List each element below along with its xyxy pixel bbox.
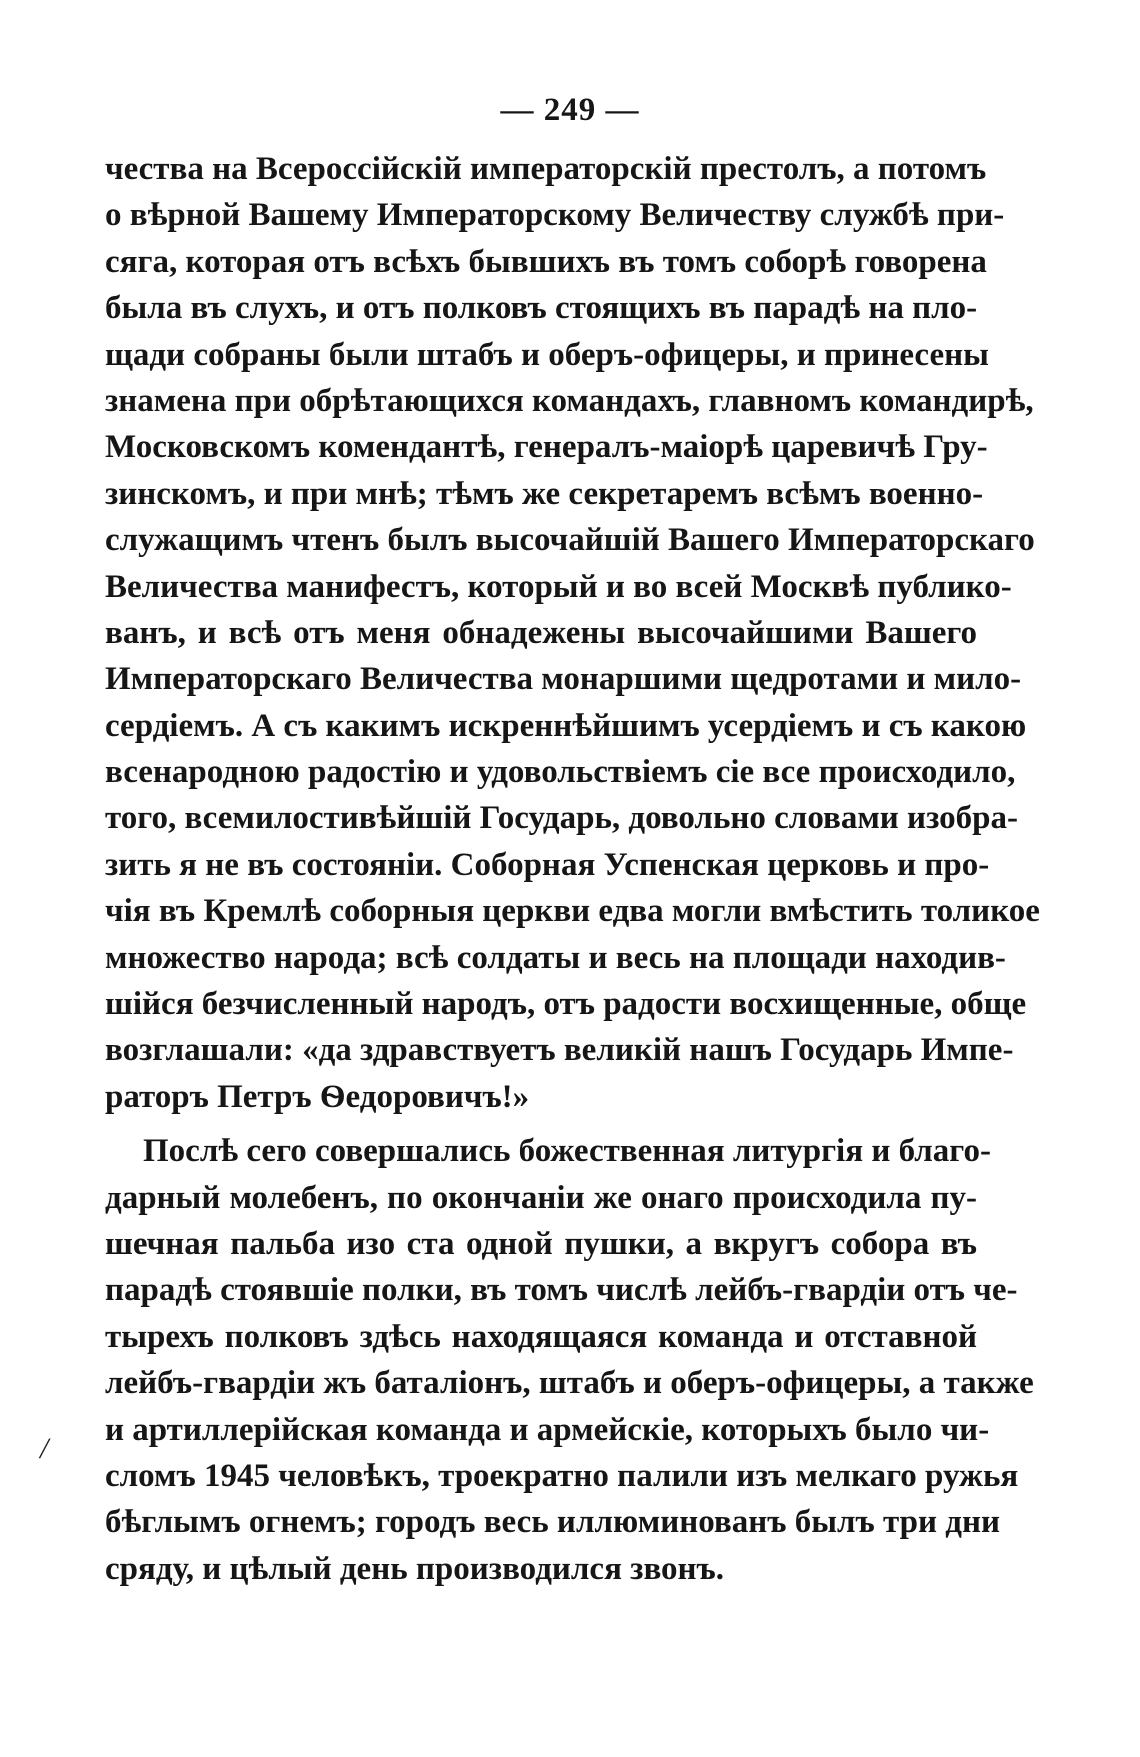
text-line: зинскомъ, и при мнѣ; тѣмъ же секретаремъ всѣмъ военно- bbox=[105, 475, 984, 512]
body-text bbox=[105, 146, 1040, 1592]
text-line: была въ слухъ, и отъ полковъ стоящихъ въ парадѣ на пло- bbox=[105, 290, 978, 327]
text-line: шечная пальба изо ста одной пушки, а вкругъ собора въ bbox=[105, 1225, 977, 1262]
text-line: того, всемилостивѣйшій Государь, довольно словами изобра- bbox=[105, 800, 1018, 837]
text-line: о вѣрной Вашему Императорскому Величеству службѣ при- bbox=[105, 197, 1005, 234]
text-line: ванъ, и всѣ отъ меня обнадежены высочайшими Вашего bbox=[105, 614, 977, 651]
text-line: множество народа; всѣ солдаты и весь на площади находив- bbox=[105, 939, 1006, 976]
text-line: Послѣ сего совершались божественная литургія и благо- bbox=[143, 1133, 991, 1170]
text-line: Величества манифестъ, который и во всей Москвѣ публико- bbox=[105, 568, 1012, 605]
page-number: — 249 — bbox=[500, 92, 640, 128]
text-line: чества на Всероссійскій императорскій престолъ, а потомъ bbox=[105, 151, 987, 187]
text-line: сломъ 1945 человѣкъ, троекратно палили изъ мелкаго ружья bbox=[105, 1457, 1019, 1494]
text-line: Московскомъ комендантѣ, генералъ-маіорѣ царевичѣ Гру- bbox=[105, 429, 988, 466]
text-line: Императорскаго Величества монаршими щедротами и мило- bbox=[105, 661, 1022, 698]
text-line: сяга, которая отъ всѣхъ бывшихъ въ томъ соборѣ говорена bbox=[105, 243, 987, 280]
text-line: бѣглымъ огнемъ; городъ весь иллюминованъ былъ три дни bbox=[105, 1504, 1000, 1541]
text-line: дарный молебенъ, по окончаніи же онаго происходила пу- bbox=[105, 1179, 977, 1216]
text-line: парадѣ стоявшіе полки, въ томъ числѣ лейбъ-гвардіи отъ че- bbox=[105, 1272, 1018, 1309]
paragraph-1 bbox=[105, 146, 1040, 1120]
paragraph-gap bbox=[105, 1120, 977, 1128]
text-line: раторъ Петръ Ѳедоровичъ!» bbox=[105, 1078, 530, 1115]
text-line: возглашали: «да здравствуетъ великій нашъ Государь Импе- bbox=[105, 1032, 1014, 1069]
text-line: служащимъ чтенъ былъ высочайшій Вашего Императорскаго bbox=[105, 522, 1035, 559]
margin-mark: / bbox=[40, 1432, 49, 1465]
text-line: лейбъ-гвардіи жъ баталіонъ, штабъ и оберъ-офицеры, а также bbox=[105, 1365, 1034, 1402]
text-line: знамена при обрѣтающихся командахъ, главномъ командирѣ, bbox=[105, 382, 1034, 419]
text-line: шійся безчисленный народъ, отъ радости восхищенные, обще bbox=[105, 986, 1027, 1023]
text-line: чія въ Кремлѣ соборныя церкви едва могли вмѣстить толикое bbox=[105, 893, 1040, 930]
text-line: всенародною радостію и удовольствіемъ сіе все происходило, bbox=[105, 754, 1016, 791]
text-line: зить я не въ состояніи. Соборная Успенская церковь и про- bbox=[105, 846, 990, 883]
text-line: сряду, и цѣлый день производился звонъ. bbox=[105, 1550, 725, 1587]
paragraph-2 bbox=[105, 1128, 1034, 1592]
text-line: и артиллерійская команда и армейскіе, которыхъ было чи- bbox=[105, 1411, 990, 1448]
text-line: тырехъ полковъ здѣсь находящаяся команда и отставной bbox=[105, 1318, 977, 1355]
text-line: сердіемъ. А съ какимъ искреннѣйшимъ усердіемъ и съ какою bbox=[105, 707, 1027, 744]
text-line: щади собраны были штабъ и оберъ-офицеры, и принесены bbox=[105, 336, 989, 373]
